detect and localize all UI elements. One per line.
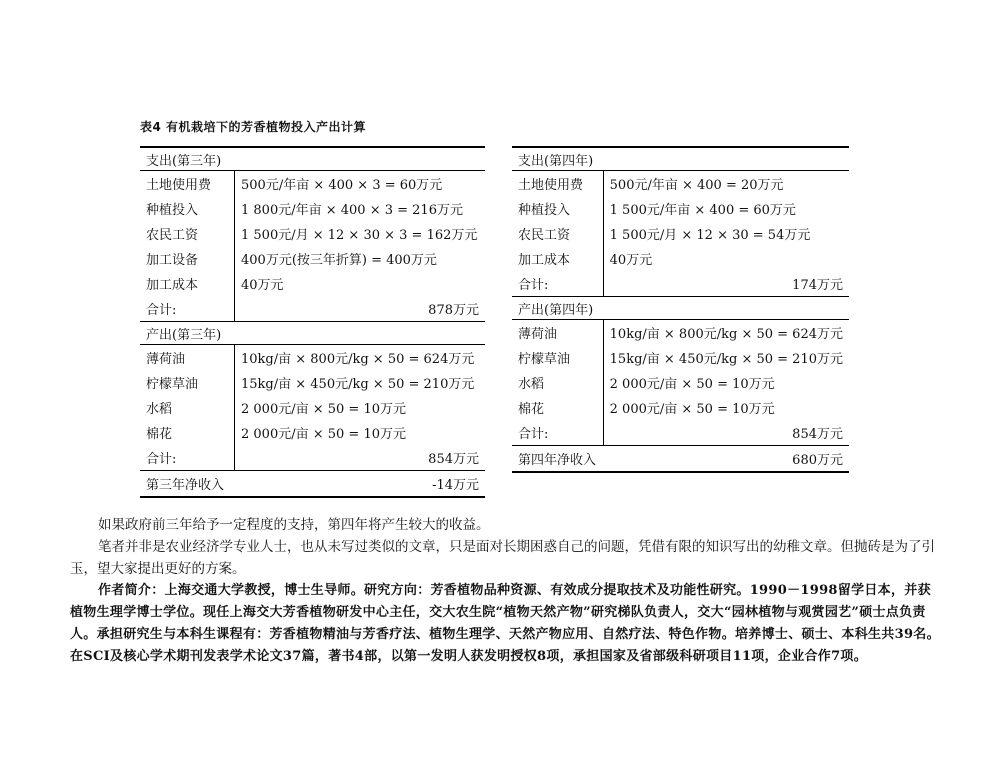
row-value: 500元/年亩 × 400 = 20万元	[603, 171, 849, 197]
row-label: 种植投入	[518, 203, 571, 218]
paragraph: 如果政府前三年给予一定程度的支持，第四年将产生较大的收益。	[98, 517, 490, 533]
output-header: 产出(第三年)	[140, 322, 485, 345]
total-value: 854万元	[235, 445, 486, 471]
net-label: 第四年净收入	[512, 446, 603, 473]
table-row	[140, 420, 485, 445]
row-label: 薄荷油	[146, 352, 186, 367]
table-row	[512, 345, 849, 370]
output-total-row	[512, 420, 849, 446]
row-label: 棉花	[518, 402, 545, 417]
table-caption: 表4 有机栽培下的芳香植物投入产出计算	[140, 120, 367, 134]
row-value: 2 000元/亩 × 50 = 10万元	[235, 395, 486, 420]
total-label: 合计:	[512, 271, 603, 297]
table-row	[140, 345, 485, 371]
total-value: 878万元	[235, 296, 486, 322]
table-row	[512, 395, 849, 420]
table-row	[512, 320, 849, 346]
net-income-row	[140, 471, 485, 498]
row-label: 柠檬草油	[518, 352, 571, 367]
row-label: 种植投入	[146, 203, 199, 218]
paragraph: 笔者并非是农业经济学专业人士，也从未写过类似的文章，只是面对长期困惑自己的问题，凭借有限的知识写出的幼稚文章。但抛砖是为了引玉，望大家提出更好的方案。	[70, 539, 935, 577]
table-row	[512, 171, 849, 197]
row-label: 土地使用费	[518, 178, 584, 193]
output-header: 产出(第四年)	[512, 297, 849, 320]
row-label: 水稻	[518, 377, 545, 392]
row-value: 15kg/亩 × 450元/kg × 50 = 210万元	[603, 345, 849, 370]
table-row	[140, 171, 485, 197]
third-year-table	[140, 146, 485, 498]
row-label: 加工成本	[518, 253, 571, 268]
table-row	[140, 370, 485, 395]
net-label: 第三年净收入	[140, 471, 235, 498]
table-row	[512, 370, 849, 395]
row-value: 15kg/亩 × 450元/kg × 50 = 210万元	[235, 370, 486, 395]
expense-total-row	[140, 296, 485, 322]
row-label: 水稻	[146, 402, 173, 417]
row-label: 农民工资	[146, 228, 199, 243]
total-label: 合计:	[140, 445, 235, 471]
table-row	[140, 271, 485, 296]
table-row	[140, 196, 485, 221]
row-value: 400万元(按三年折算) = 400万元	[235, 246, 486, 271]
fourth-year-table	[512, 146, 849, 473]
row-label: 柠檬草油	[146, 377, 199, 392]
row-label: 薄荷油	[518, 327, 558, 342]
row-label: 加工成本	[146, 278, 199, 293]
row-value: 2 000元/亩 × 50 = 10万元	[235, 420, 486, 445]
row-value: 40万元	[603, 246, 849, 271]
row-value: 2 000元/亩 × 50 = 10万元	[603, 370, 849, 395]
row-value: 1 800元/年亩 × 400 × 3 = 216万元	[235, 196, 486, 221]
author-bio: 作者简介：上海交通大学教授，博士生导师。研究方向：芳香植物品种资源、有效成分提取技术及功能性研究。1990－1998留学日本，并获植物生理学博士学位。现任上海交大芳香植物研发中心主任，交大农生院“植物天然产物”研究梯队负责人，交大“园林植物与观赏园艺”硕士点负责人。承担研究生与本科生课程有：芳香植物精油与芳香疗法、植物生理学、天然产物应用、自然疗法、特色作物。培养博士、硕士、本科生共39名。在SCI及核心学术期刊发表学术论文37篇，著书4部，以第一发明人获发明授权8项，承担国家及省部级科研项目11项，企业合作7项。	[70, 583, 940, 664]
row-value: 500元/年亩 × 400 × 3 = 60万元	[235, 171, 486, 197]
row-value: 2 000元/亩 × 50 = 10万元	[603, 395, 849, 420]
row-value: 1 500元/月 × 12 × 30 × 3 = 162万元	[235, 221, 486, 246]
expense-header: 支出(第三年)	[140, 147, 485, 171]
table-row	[140, 246, 485, 271]
table-row	[140, 221, 485, 246]
output-total-row	[140, 445, 485, 471]
total-value: 174万元	[603, 271, 849, 297]
row-label: 农民工资	[518, 228, 571, 243]
row-label: 土地使用费	[146, 178, 212, 193]
total-label: 合计:	[140, 296, 235, 322]
table-row	[512, 221, 849, 246]
row-value: 1 500元/月 × 12 × 30 = 54万元	[603, 221, 849, 246]
net-value: -14万元	[235, 471, 486, 498]
row-value: 10kg/亩 × 800元/kg × 50 = 624万元	[603, 320, 849, 346]
row-label: 加工设备	[146, 253, 199, 268]
total-value: 854万元	[603, 420, 849, 446]
total-label: 合计:	[512, 420, 603, 446]
table-row	[140, 395, 485, 420]
row-value: 10kg/亩 × 800元/kg × 50 = 624万元	[235, 345, 486, 371]
expense-header: 支出(第四年)	[512, 147, 849, 171]
article-body	[70, 514, 942, 668]
expense-total-row	[512, 271, 849, 297]
table-row	[512, 246, 849, 271]
row-value: 1 500元/年亩 × 400 = 60万元	[603, 196, 849, 221]
row-label: 棉花	[146, 427, 173, 442]
net-income-row	[512, 446, 849, 473]
net-value: 680万元	[603, 446, 849, 473]
table-row	[512, 196, 849, 221]
row-value: 40万元	[235, 271, 486, 296]
